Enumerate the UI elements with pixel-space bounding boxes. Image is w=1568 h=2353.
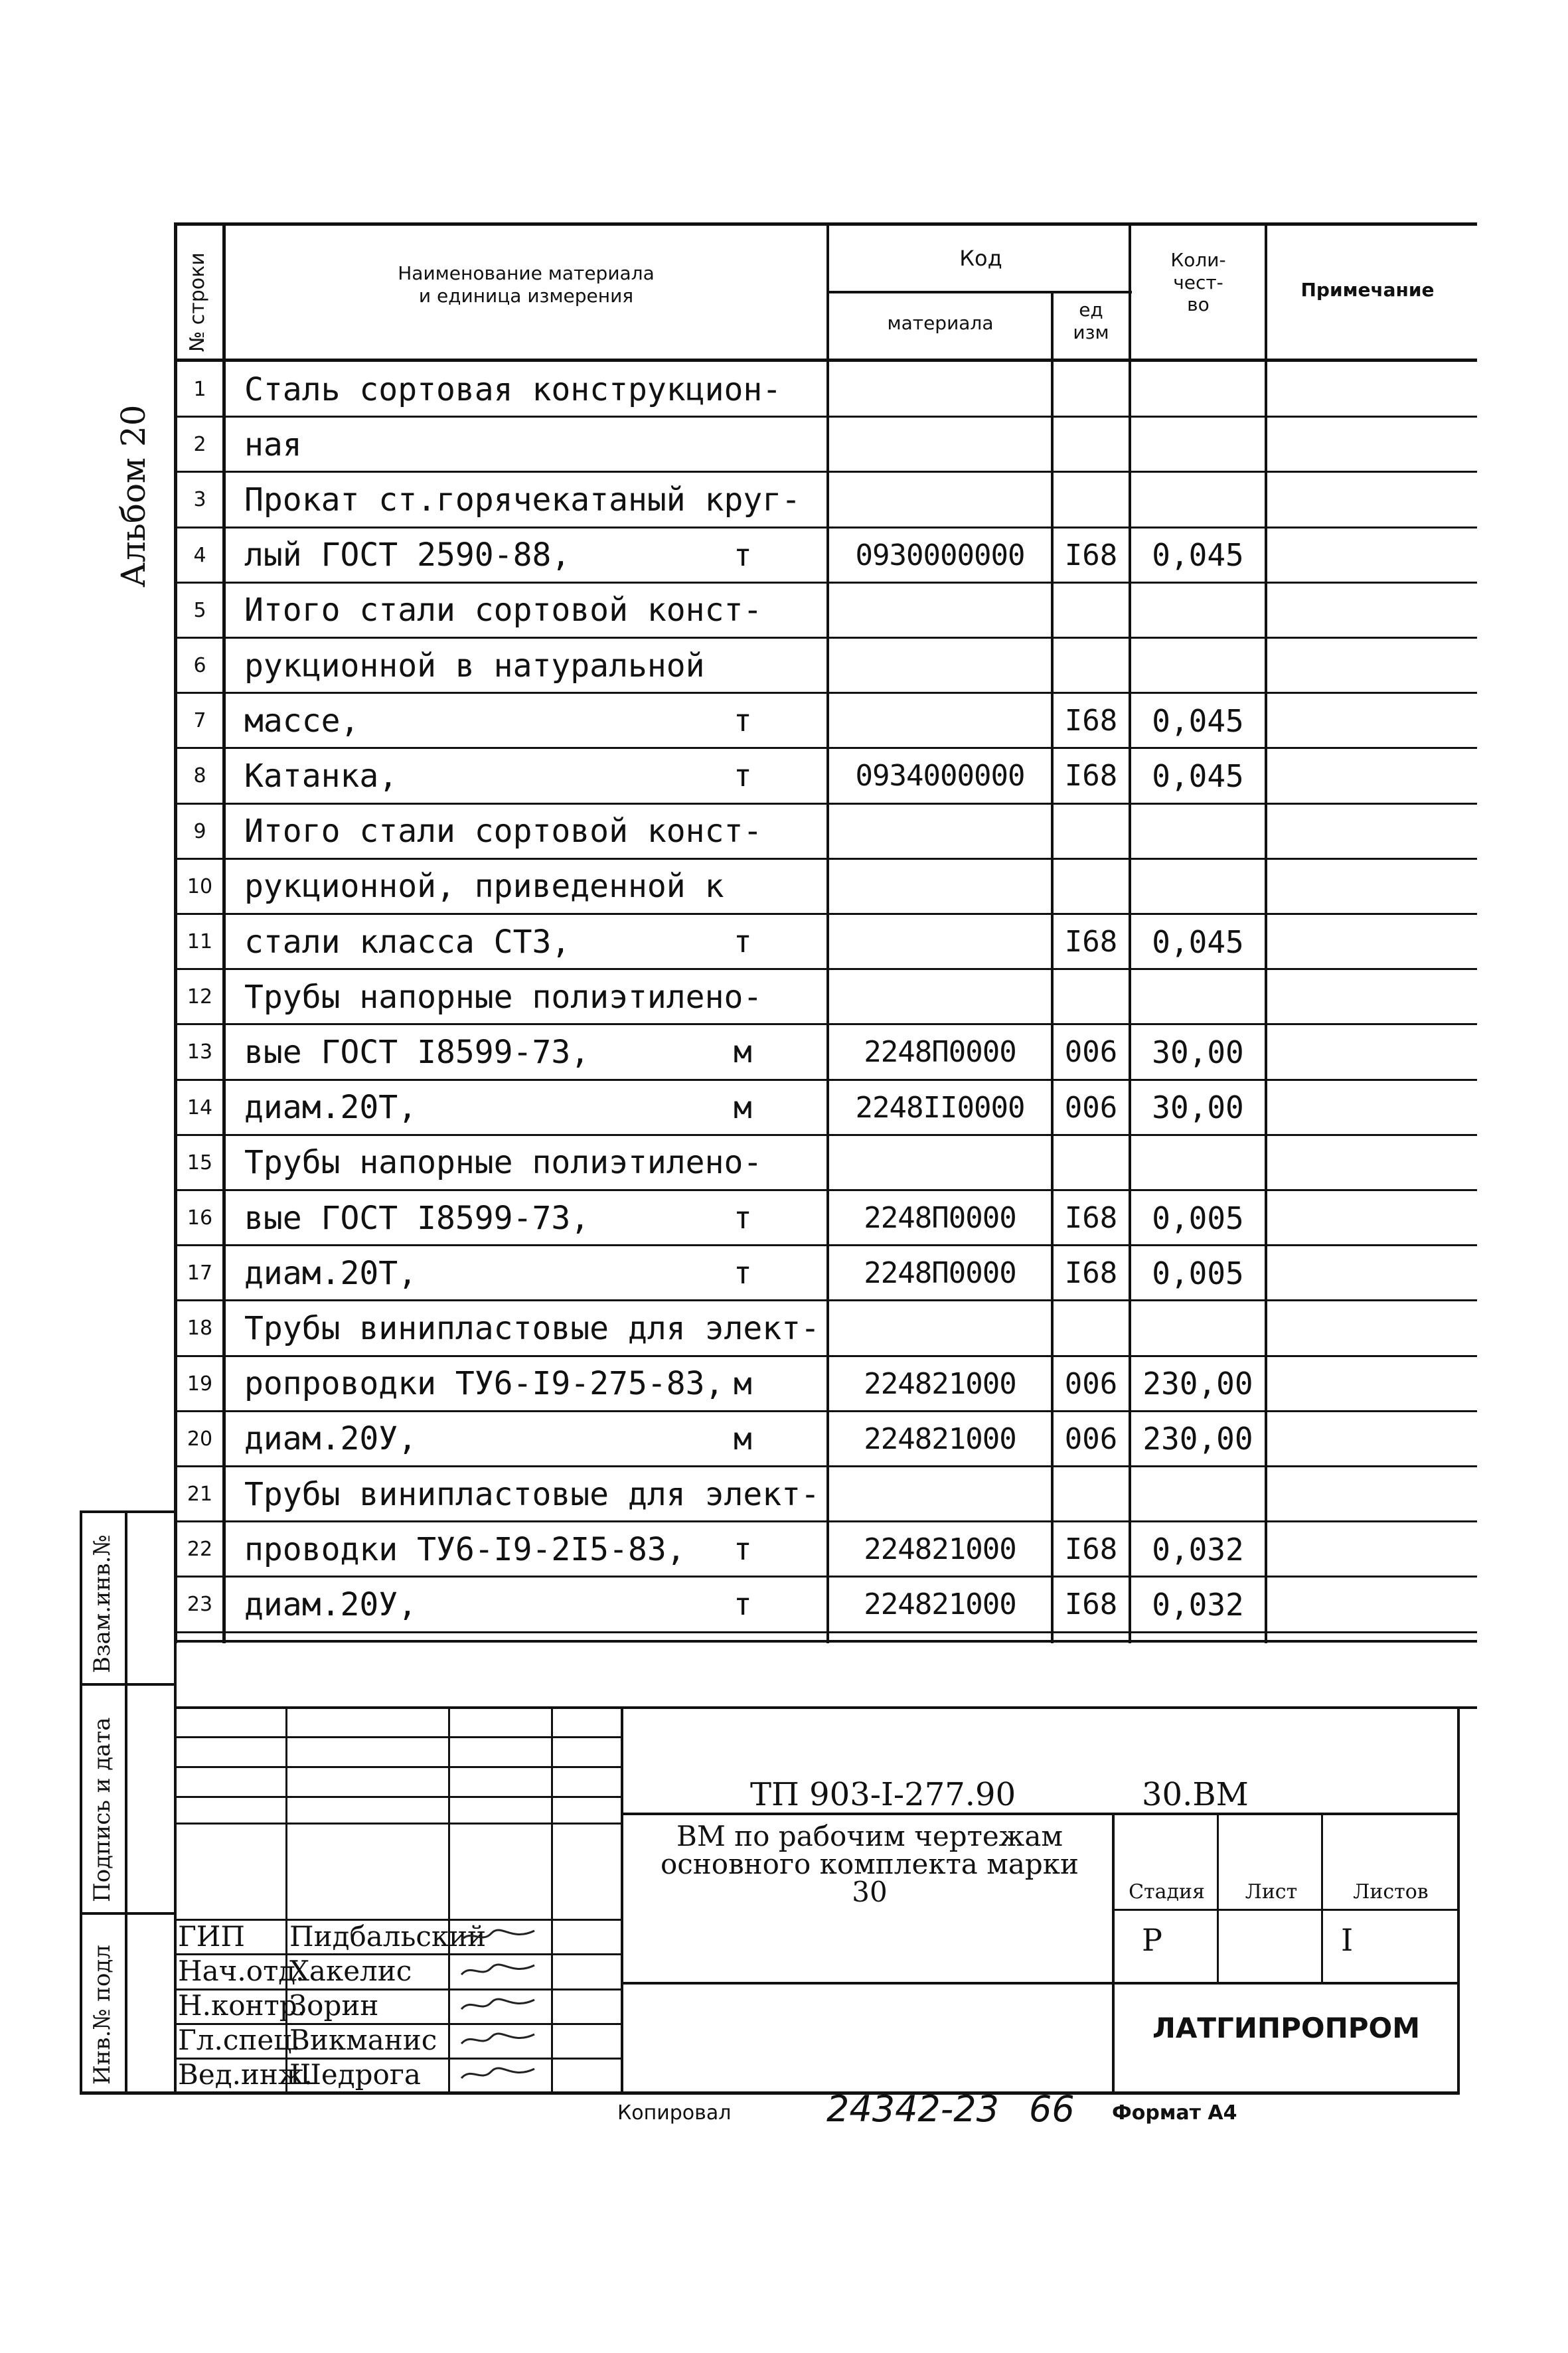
- row-number: 7: [193, 709, 206, 733]
- row-material-name: ная: [244, 426, 302, 463]
- row-material-code: [829, 969, 1051, 1024]
- header-material: материала: [887, 312, 994, 334]
- row-material-name: Прокат ст.горячекатаный круг-: [244, 481, 801, 519]
- row-unit-code: I68: [1064, 1587, 1118, 1622]
- table-bottom-border: [174, 1640, 1477, 1643]
- row-number: 1: [193, 378, 206, 402]
- row-material-name: Трубы винипластовые для элект-: [244, 1475, 820, 1513]
- row-unit: т: [734, 536, 752, 573]
- row-material-code: [829, 1467, 1051, 1522]
- row-material-name: Сталь сортовая конструкцион-: [244, 370, 782, 408]
- row-quantity: 0,045: [1152, 924, 1244, 960]
- stamp-col-2: [448, 1706, 450, 2095]
- row-material-code: 224821000: [864, 1421, 1016, 1456]
- signature-mark: [458, 1925, 538, 1945]
- row-unit-code: I68: [1064, 1532, 1118, 1567]
- header-code: Код: [959, 246, 1002, 271]
- margin-podpis-label: Подпись и дата: [89, 1717, 116, 1902]
- row-number: 10: [187, 874, 213, 898]
- row-material-code: [829, 1135, 1051, 1190]
- row-material-code: [829, 417, 1051, 472]
- row-quantity: 0,005: [1152, 1200, 1244, 1236]
- stamp-title-line3: 30: [852, 1876, 888, 1908]
- row-unit: т: [734, 1586, 752, 1623]
- stamp-row-line: [174, 1796, 621, 1798]
- row-unit: т: [734, 702, 752, 739]
- row-unit-code: [1054, 804, 1129, 859]
- row-unit-code: [1054, 1467, 1129, 1522]
- stamp-row-line: [174, 1766, 621, 1768]
- row-material-name: Катанка,: [244, 757, 398, 795]
- header-qty-line2: чест-: [1173, 271, 1223, 293]
- stamp-row-line: [174, 1823, 621, 1825]
- row-unit-code: I68: [1064, 538, 1118, 572]
- code-subheader-line: [826, 291, 1132, 293]
- margin-vzam-label: Взам.инв.№: [89, 1534, 116, 1673]
- row-material-code: 2248П0000: [864, 1256, 1016, 1291]
- stamp-title-line1: ВМ по рабочим чертежам: [676, 1820, 1063, 1852]
- row-quantity: [1131, 859, 1265, 914]
- row-unit-code: 006: [1064, 1366, 1118, 1401]
- signer-name: Шедрога: [289, 2058, 421, 2091]
- row-unit: т: [734, 924, 752, 959]
- row-number: 12: [187, 985, 213, 1009]
- signer-role: Нач.отд.: [178, 1955, 305, 1987]
- row-material-name: Итого стали сортовой конст-: [244, 592, 763, 629]
- row-material-code: [829, 693, 1051, 748]
- row-number: 14: [187, 1095, 213, 1119]
- signature-mark: [458, 1994, 538, 2014]
- signer-name: Пидбальский: [289, 1920, 487, 1953]
- header-unit-line2: изм: [1073, 321, 1109, 343]
- row-unit: т: [734, 1255, 752, 1291]
- stamp-stage-left: [1112, 1813, 1115, 2095]
- row-unit-code: [1054, 583, 1129, 638]
- row-material-name: стали класса СТЗ,: [244, 923, 571, 961]
- row-material-code: [829, 472, 1051, 527]
- row-quantity: [1131, 583, 1265, 638]
- row-quantity: 30,00: [1152, 1034, 1244, 1070]
- row-number: 5: [193, 598, 206, 622]
- row-material-name: Трубы винипластовые для элект-: [244, 1309, 820, 1347]
- header-unit: [1054, 299, 1129, 343]
- row-separator: [174, 1631, 1477, 1633]
- header-row-number: № строки: [186, 252, 209, 352]
- row-number: 18: [187, 1317, 213, 1340]
- row-unit: м: [734, 1420, 752, 1457]
- row-quantity: [1131, 969, 1265, 1024]
- margin-divider-1: [80, 1683, 176, 1686]
- header-name-line1: Наименование материала: [398, 262, 655, 284]
- row-material-code: [829, 583, 1051, 638]
- row-unit: т: [734, 1531, 752, 1568]
- stamp-sheets-header: Листов: [1353, 1880, 1429, 1904]
- row-unit-code: I68: [1064, 704, 1118, 738]
- stamp-stage-right: [1217, 1813, 1219, 1982]
- row-material-code: [829, 859, 1051, 914]
- row-material-code: [829, 362, 1051, 417]
- row-material-code: 0930000000: [855, 538, 1025, 572]
- row-number: 13: [187, 1040, 213, 1064]
- signer-role: ГИП: [178, 1920, 246, 1953]
- row-material-code: [829, 914, 1051, 969]
- row-quantity: 0,032: [1152, 1531, 1244, 1568]
- row-quantity: 230,00: [1142, 1421, 1253, 1457]
- signature-mark: [458, 2064, 538, 2083]
- margin-divider-2: [80, 1912, 176, 1915]
- signer-name: Хакелис: [289, 1955, 412, 1987]
- row-unit: м: [734, 1089, 752, 1125]
- row-material-name: массе,: [244, 702, 360, 740]
- row-number: 22: [187, 1538, 213, 1562]
- row-unit: т: [734, 758, 752, 794]
- row-unit-code: I68: [1064, 1201, 1118, 1236]
- row-material-code: 224821000: [864, 1587, 1016, 1622]
- row-material-name: ропроводки ТУ6-I9-275-83,: [244, 1365, 724, 1403]
- footer-copied: Копировал: [617, 2101, 732, 2125]
- row-material-code: [829, 1301, 1051, 1356]
- row-quantity: 30,00: [1152, 1090, 1244, 1126]
- row-unit-code: 006: [1064, 1035, 1118, 1070]
- row-quantity: 0,045: [1152, 758, 1244, 794]
- row-quantity: 0,032: [1152, 1586, 1244, 1623]
- row-unit-code: [1054, 1135, 1129, 1190]
- row-unit-code: [1054, 472, 1129, 527]
- stamp-right-border: [1457, 1706, 1460, 2095]
- row-material-name: проводки ТУ6-I9-2I5-83,: [244, 1530, 686, 1568]
- row-number: 9: [193, 819, 206, 843]
- col-divider-qty: [1265, 222, 1267, 1643]
- stamp-doc-code: ТП 903-I-277.90: [750, 1776, 1016, 1813]
- row-quantity: [1131, 804, 1265, 859]
- row-unit: м: [734, 1034, 752, 1070]
- margin-top-border: [80, 1510, 176, 1513]
- row-quantity: [1131, 362, 1265, 417]
- signer-role: Н.контр.: [178, 1989, 306, 2022]
- signer-role: Гл.спец.: [178, 2024, 301, 2056]
- row-unit-code: 006: [1064, 1421, 1118, 1456]
- row-number: 19: [187, 1372, 213, 1396]
- stamp-title-line2: основного комплекта марки: [660, 1848, 1079, 1880]
- row-material-name: вые ГОСТ I8599-73,: [244, 1199, 590, 1237]
- row-unit-code: [1054, 1301, 1129, 1356]
- stamp-col-3: [551, 1706, 553, 2095]
- row-material-code: 0934000000: [855, 759, 1025, 793]
- footer-number: 24342-23: [826, 2088, 999, 2130]
- row-unit-code: I68: [1064, 759, 1118, 793]
- row-material-name: лый ГОСТ 2590-88,: [244, 536, 571, 574]
- row-material-name: рукционной, приведенной к: [244, 868, 724, 906]
- margin-left-border: [80, 1510, 82, 2095]
- footer-page: 66: [1029, 2088, 1075, 2130]
- row-unit-code: I68: [1064, 1256, 1118, 1291]
- signer-name: Зорин: [289, 1989, 379, 2022]
- row-quantity: 0,005: [1152, 1255, 1244, 1291]
- row-material-name: Трубы напорные полиэтилено-: [244, 1144, 763, 1182]
- row-number: 2: [193, 433, 206, 457]
- row-unit: т: [734, 1200, 752, 1236]
- stamp-code-bottom: [621, 1813, 1460, 1815]
- row-material-name: Трубы напорные полиэтилено-: [244, 978, 763, 1016]
- row-unit-code: [1054, 638, 1129, 693]
- row-material-code: 224821000: [864, 1366, 1016, 1401]
- stamp-organization: ЛАТГИПРОПРОМ: [1152, 2012, 1421, 2044]
- header-name-line2: и единица измерения: [418, 284, 634, 307]
- row-material-name: рукционной в натуральной: [244, 647, 705, 685]
- row-number: 21: [187, 1483, 213, 1506]
- row-number: 20: [187, 1427, 213, 1451]
- row-material-code: [829, 804, 1051, 859]
- stamp-title-bottom: [621, 1982, 1460, 1985]
- margin-inv-label: Инв.№ подл: [89, 1945, 116, 2085]
- row-quantity: [1131, 1135, 1265, 1190]
- row-quantity: 0,045: [1152, 537, 1244, 574]
- row-material-code: [829, 638, 1051, 693]
- table-top-border: [174, 222, 1477, 226]
- header-name: [226, 262, 826, 307]
- row-unit: м: [734, 1365, 752, 1402]
- signer-name: Викманис: [289, 2024, 437, 2056]
- row-quantity: [1131, 417, 1265, 472]
- stamp-title: [637, 1820, 1102, 1908]
- row-material-name: диам.20У,: [244, 1585, 418, 1623]
- row-number: 16: [187, 1206, 213, 1230]
- row-material-code: 2248П0000: [864, 1201, 1016, 1236]
- row-material-code: 2248П0000: [864, 1035, 1016, 1070]
- stamp-stage-header: Стадия: [1129, 1880, 1205, 1904]
- row-number: 17: [187, 1261, 213, 1285]
- signature-mark: [458, 1960, 538, 1980]
- header-qty-line1: Коли-: [1170, 249, 1226, 271]
- row-material-name: вые ГОСТ I8599-73,: [244, 1033, 590, 1071]
- stamp-sheet-right: [1321, 1813, 1323, 1982]
- signature-mark: [458, 2029, 538, 2049]
- row-number: 8: [193, 764, 206, 788]
- album-label: Альбом 20: [114, 404, 153, 588]
- header-unit-line1: ед: [1079, 299, 1103, 321]
- stamp-sheet-header: Лист: [1245, 1880, 1298, 1904]
- row-unit-code: [1054, 362, 1129, 417]
- row-quantity: [1131, 1301, 1265, 1356]
- row-number: 11: [187, 930, 213, 954]
- stamp-stage-hdr-bottom: [1112, 1909, 1457, 1911]
- header-qty-line3: во: [1187, 293, 1210, 316]
- row-number: 15: [187, 1151, 213, 1175]
- row-unit-code: [1054, 417, 1129, 472]
- stamp-row-line: [174, 1736, 621, 1738]
- row-material-code: 2248II0000: [855, 1090, 1025, 1125]
- row-unit-code: [1054, 859, 1129, 914]
- row-material-name: Итого стали сортовой конст-: [244, 813, 763, 851]
- row-material-code: 224821000: [864, 1532, 1016, 1567]
- row-quantity: [1131, 638, 1265, 693]
- row-quantity: [1131, 472, 1265, 527]
- row-number: 23: [187, 1593, 213, 1617]
- row-material-name: диам.20Т,: [244, 1089, 418, 1127]
- row-unit-code: I68: [1064, 925, 1118, 959]
- row-quantity: [1131, 1467, 1265, 1522]
- row-number: 3: [193, 488, 206, 512]
- row-number: 4: [193, 543, 206, 567]
- stamp-top-sep: [174, 1706, 1477, 1709]
- header-quantity: [1132, 249, 1265, 316]
- signer-role: Вед.инж.: [178, 2058, 313, 2091]
- row-unit-code: 006: [1064, 1090, 1118, 1125]
- row-material-name: диам.20Т,: [244, 1254, 418, 1292]
- row-material-name: диам.20У,: [244, 1420, 418, 1458]
- row-quantity: 230,00: [1142, 1366, 1253, 1402]
- row-number: 6: [193, 654, 206, 678]
- stamp-doc-mark: 30.ВМ: [1142, 1776, 1249, 1813]
- stamp-sheets-value: I: [1341, 1922, 1354, 1958]
- margin-right-border: [125, 1510, 127, 2095]
- header-note: Примечание: [1300, 279, 1435, 301]
- stamp-stage-value: Р: [1142, 1922, 1162, 1958]
- stamp-col-4: [621, 1706, 623, 2095]
- footer-format: Формат А4: [1112, 2101, 1237, 2125]
- row-unit-code: [1054, 969, 1129, 1024]
- row-quantity: 0,045: [1152, 702, 1244, 739]
